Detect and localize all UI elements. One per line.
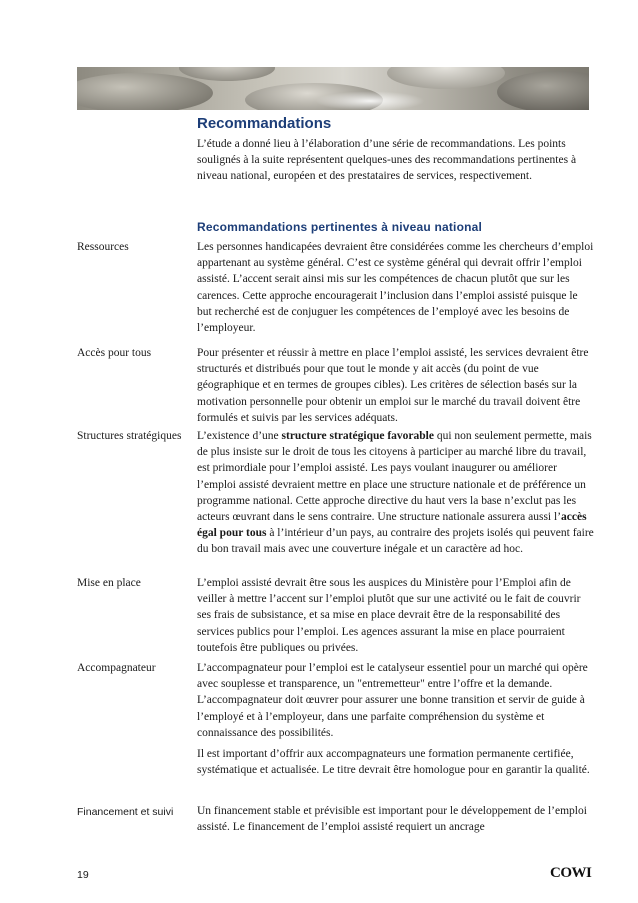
paragraph-mise-en-place: L’emploi assisté devrait être sous les auspices du Ministère pour l’Emploi afin de veiller à mettre l’accent sur l’emploi plutôt que sur une activité ou le fait de couvrir ses frais de subsistance, et sa mise en place devrait être de la responsabilité des services publics pour l’emploi. Les agences assurant la mise en place pourraient toutefois être publiques ou privées. (197, 577, 581, 654)
header-photo-banner (77, 67, 589, 110)
label-mise-en-place: Mise en place (77, 577, 141, 589)
emphasis-structure-strategique: structure stratégique favorable (281, 430, 434, 442)
paragraph-acces-pour-tous: Pour présenter et réussir à mettre en place l’emploi assisté, les services devraient être structurés et distribués pour que tout le monde y ait accès (du point de vue géographique et en termes de groupes cibles). Les critères de sélection basés sur la motivation personnelle pour obtenir un emploi sur le marché du travail doivent être formulés et suivis par les services adéquats. (197, 347, 589, 424)
stone-shape (77, 73, 213, 110)
cowi-logo: COWI (550, 865, 592, 881)
label-accompagnateur: Accompagnateur (77, 662, 156, 674)
label-structures-strategiques: Structures stratégiques (77, 430, 182, 442)
page-number: 19 (77, 869, 89, 881)
stone-shape (387, 67, 505, 89)
label-ressources: Ressources (77, 241, 129, 253)
paragraph-structures-strategiques (197, 428, 595, 558)
label-acces-pour-tous: Accès pour tous (77, 347, 152, 359)
intro-paragraph: L’étude a donné lieu à l’élaboration d’une série de recommandations. Les points soulignés à la suite représentent quelques-unes des recommandations pertinentes à niveau national, européen et des prestataires de services, respectivement. (197, 138, 577, 183)
text-run: à l’intérieur d’un pays, au contraire des projets isolés qui peuvent faire du bon travail mais avec une couverture inégale et un caractère ad hoc. (197, 527, 594, 556)
paragraph-ressources: Les personnes handicapées devraient être considérées comme les chercheurs d’emploi appartenant au système général. C’est ce système général qui devrait offrir l’emploi assisté. L’accent serait ainsi mis sur les compétences de chacun plutôt que sur les carences. Cette approche encouragerait l’inclusion dans l’emploi assisté puisque le but recherché est de conjuguer les compétences de l’employé avec les besoins de l’employeur. (197, 241, 594, 335)
text-run: L’existence d’une (197, 430, 282, 442)
water-highlight (315, 91, 425, 110)
stone-shape (497, 71, 589, 110)
paragraph-accompagnateur-formation: Il est important d’offrir aux accompagnateurs une formation permanente certifiée, systématique et actualisée. Le titre devrait être homologue pour en garantir la qualité. (197, 748, 590, 777)
emphasis-acces-egal: accès égal pour tous (197, 511, 587, 540)
paragraph-accompagnateur: L’accompagnateur pour l’emploi est le catalyseur essentiel pour un marché qui opère avec souplesse et transparence, un "entremetteur" entre l’offre et la demande. L’accompagnateur doit œuvrer pour assurer une bonne transition et servir de guide à l’employé et à l’employeur, dans une parfaite compréhension du système et connaissance des possibilités. (197, 662, 588, 739)
section-subheading: Recommandations pertinentes à niveau national (197, 220, 483, 234)
page-heading: Recommandations (197, 115, 332, 132)
text-run: qui non seulement permette, mais de plus insiste sur le droit de tous les citoyens à participer au marché libre du travail, est primordiale pour l’emploi assisté. Les pays voulant inaugurer ou améliorer l’emploi assisté devraient mettre en place une structure nationale et de préférence un programme national. Cette approche directive du haut vers la base n’exclut pas les acteurs œuvrant dans le sens contraire. Une structure nationale assurera aussi l’ (197, 430, 592, 524)
paragraph-financement-et-suivi: Un financement stable et prévisible est important pour le développement de l’emploi assisté. Le financement de l’emploi assisté requiert un ancrage (197, 805, 587, 834)
label-financement-et-suivi: Financement et suivi (77, 806, 174, 818)
